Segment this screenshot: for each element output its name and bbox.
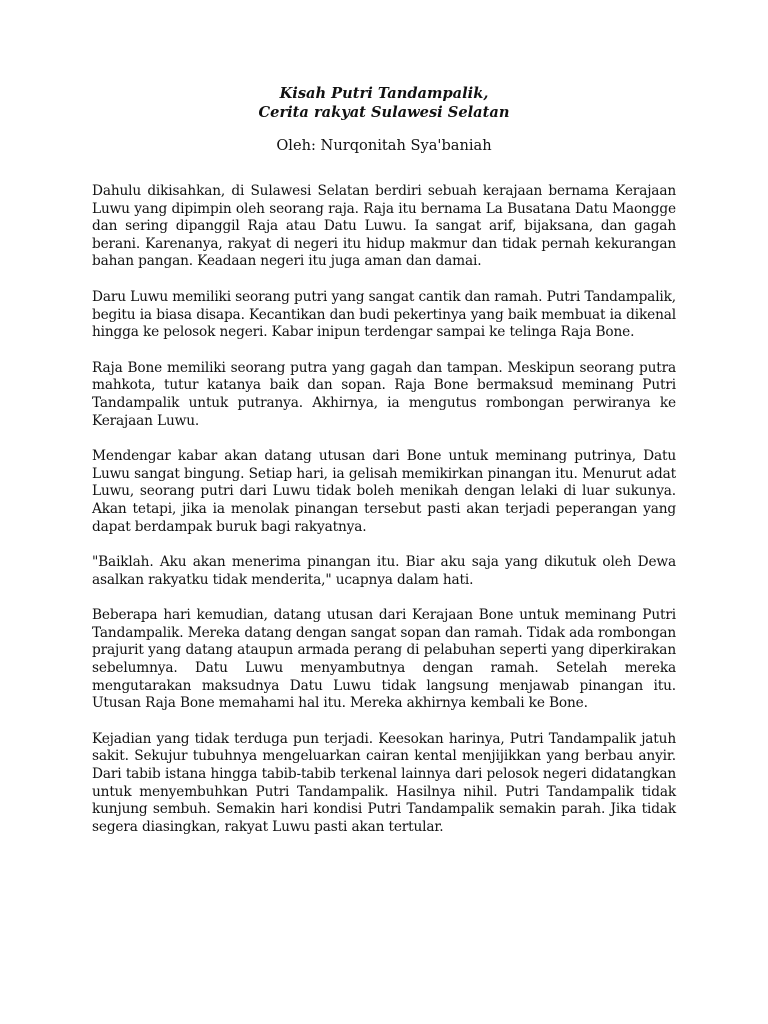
paragraph-2: Daru Luwu memiliki seorang putri yang sangat cantik dan ramah. Putri Tandampalik, begitu ia biasa disapa. Kecantikan dan budi pekertinya yang baik membuat ia dikenal hingga ke pelosok negeri. Kabar inipun terdengar sampai ke telinga Raja Bone. [92,288,676,341]
paragraph-4: Mendengar kabar akan datang utusan dari Bone untuk meminang putrinya, Datu Luwu sangat bingung. Setiap hari, ia gelisah memikirkan pinangan itu. Menurut adat Luwu, seorang putri dari Luwu tidak boleh menikah dengan lelaki di luar sukunya. Akan tetapi, jika ia menolak pinangan tersebut pasti akan terjadi peperangan yang dapat berdampak buruk bagi rakyatnya. [92,448,676,535]
paragraph-7: Kejadian yang tidak terduga pun terjadi. Keesokan harinya, Putri Tandampalik jatuh sakit. Sekujur tubuhnya mengeluarkan cairan kental menjijikkan yang berbau anyir. Dari tabib istana hingga tabib-tabib terkenal lainnya dari pelosok negeri didatangkan untuk menyembuhkan Putri Tandampalik. Hasilnya nihil. Putri Tandampalik tidak kunjung sembuh. Semakin hari kondisi Putri Tandampalik semakin parah. Jika tidak segera diasingkan, rakyat Luwu pasti akan tertular. [92,730,676,835]
document-title-line-2: Cerita rakyat Sulawesi Selatan [258,104,510,121]
document-body [92,183,676,836]
document-page [92,84,676,854]
paragraph-6: Beberapa hari kemudian, datang utusan dari Kerajaan Bone untuk meminang Putri Tandampalik. Mereka datang dengan sangat sopan dan ramah. Tidak ada rombongan prajurit yang datang ataupun armada perang di pelabuhan seperti yang diperkirakan sebelumnya. Datu Luwu menyambutnya dengan ramah. Setelah mereka mengutarakan maksudnya Datu Luwu tidak langsung menjawab pinangan itu. Utusan Raja Bone memahami hal itu. Mereka akhirnya kembali ke Bone. [92,607,676,712]
document-author: Oleh: Nurqonitah Sya'baniah [276,137,492,154]
paragraph-5: "Baiklah. Aku akan menerima pinangan itu. Biar aku saja yang dikutuk oleh Dewa asalkan rakyatku tidak menderita," ucapnya dalam hati. [92,554,676,588]
document-title-line-1: Kisah Putri Tandampalik, [279,85,489,102]
paragraph-3: Raja Bone memiliki seorang putra yang gagah dan tampan. Meskipun seorang putra mahkota, tutur katanya baik dan sopan. Raja Bone bermaksud meminang Putri Tandampalik untuk putranya. Akhirnya, ia mengutus rombongan perwiranya ke Kerajaan Luwu. [92,359,676,429]
paragraph-1: Dahulu dikisahkan, di Sulawesi Selatan berdiri sebuah kerajaan bernama Kerajaan Luwu yang dipimpin oleh seorang raja. Raja itu bernama La Busatana Datu Maongge dan sering dipanggil Raja atau Datu Luwu. Ia sangat arif, bijaksana, dan gagah berani. Karenanya, rakyat di negeri itu hidup makmur dan tidak pernah kekurangan bahan pangan. Keadaan negeri itu juga aman dan damai. [92,183,676,270]
